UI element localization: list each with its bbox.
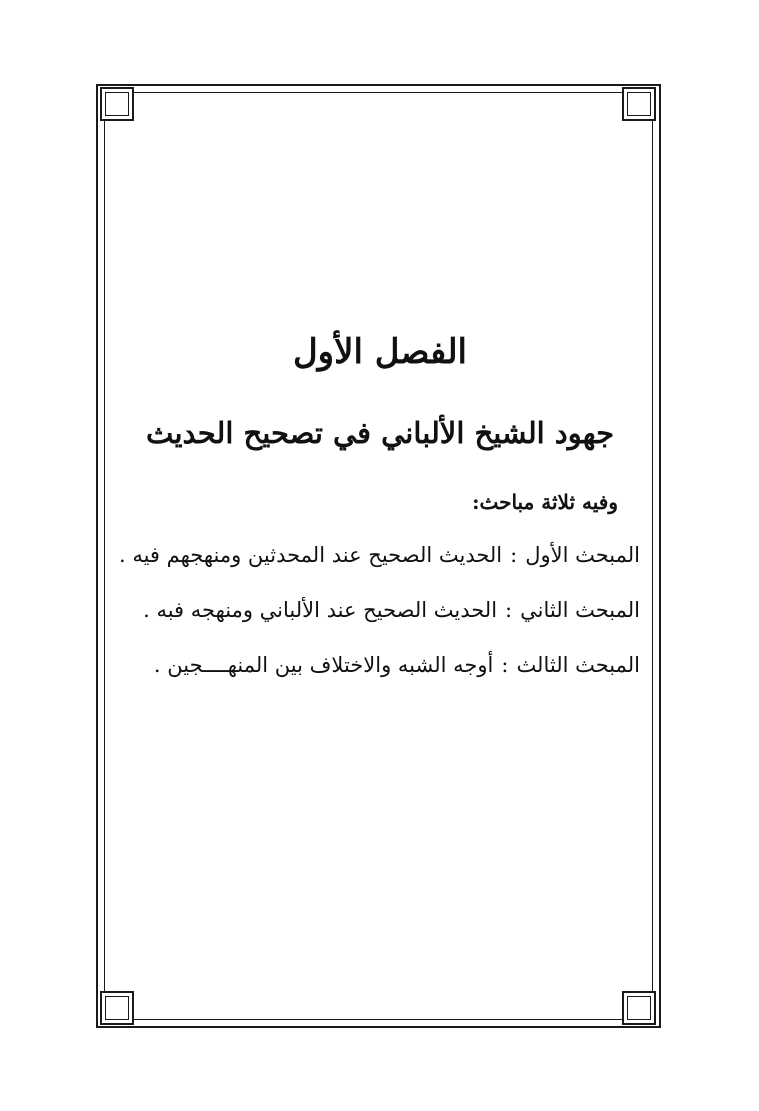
corner-ornament-top-right [622,87,656,121]
section-label: المبحث الثاني [520,598,640,622]
chapter-title: الفصل الأول [292,332,468,372]
chapter-content [120,320,640,693]
section-item-3 [120,638,640,693]
corner-ornament-bottom-right [622,991,656,1025]
section-text: الحديث الصحيح عند المحدثين ومنهجهم فيه . [118,543,503,567]
corner-ornament-bottom-left [100,991,134,1025]
section-label: المبحث الثالث [516,653,640,677]
sections-intro: وفيه ثلاثة مباحث: [472,490,618,514]
section-text: أوجه الشبه والاختلاف بين المنهــــجين . [153,653,494,677]
section-text: الحديث الصحيح عند الألباني ومنهجه فبه . [143,598,498,622]
sections-list [120,528,640,693]
section-separator: : [501,653,509,677]
corner-ornament-top-left [100,87,134,121]
chapter-subtitle: جهود الشيخ الألباني في تصحيح الحديث [146,416,614,450]
section-label: المبحث الأول [525,543,640,567]
section-separator: : [505,598,513,622]
section-separator: : [510,543,518,567]
section-item-2 [120,583,640,638]
section-item-1 [120,528,640,583]
